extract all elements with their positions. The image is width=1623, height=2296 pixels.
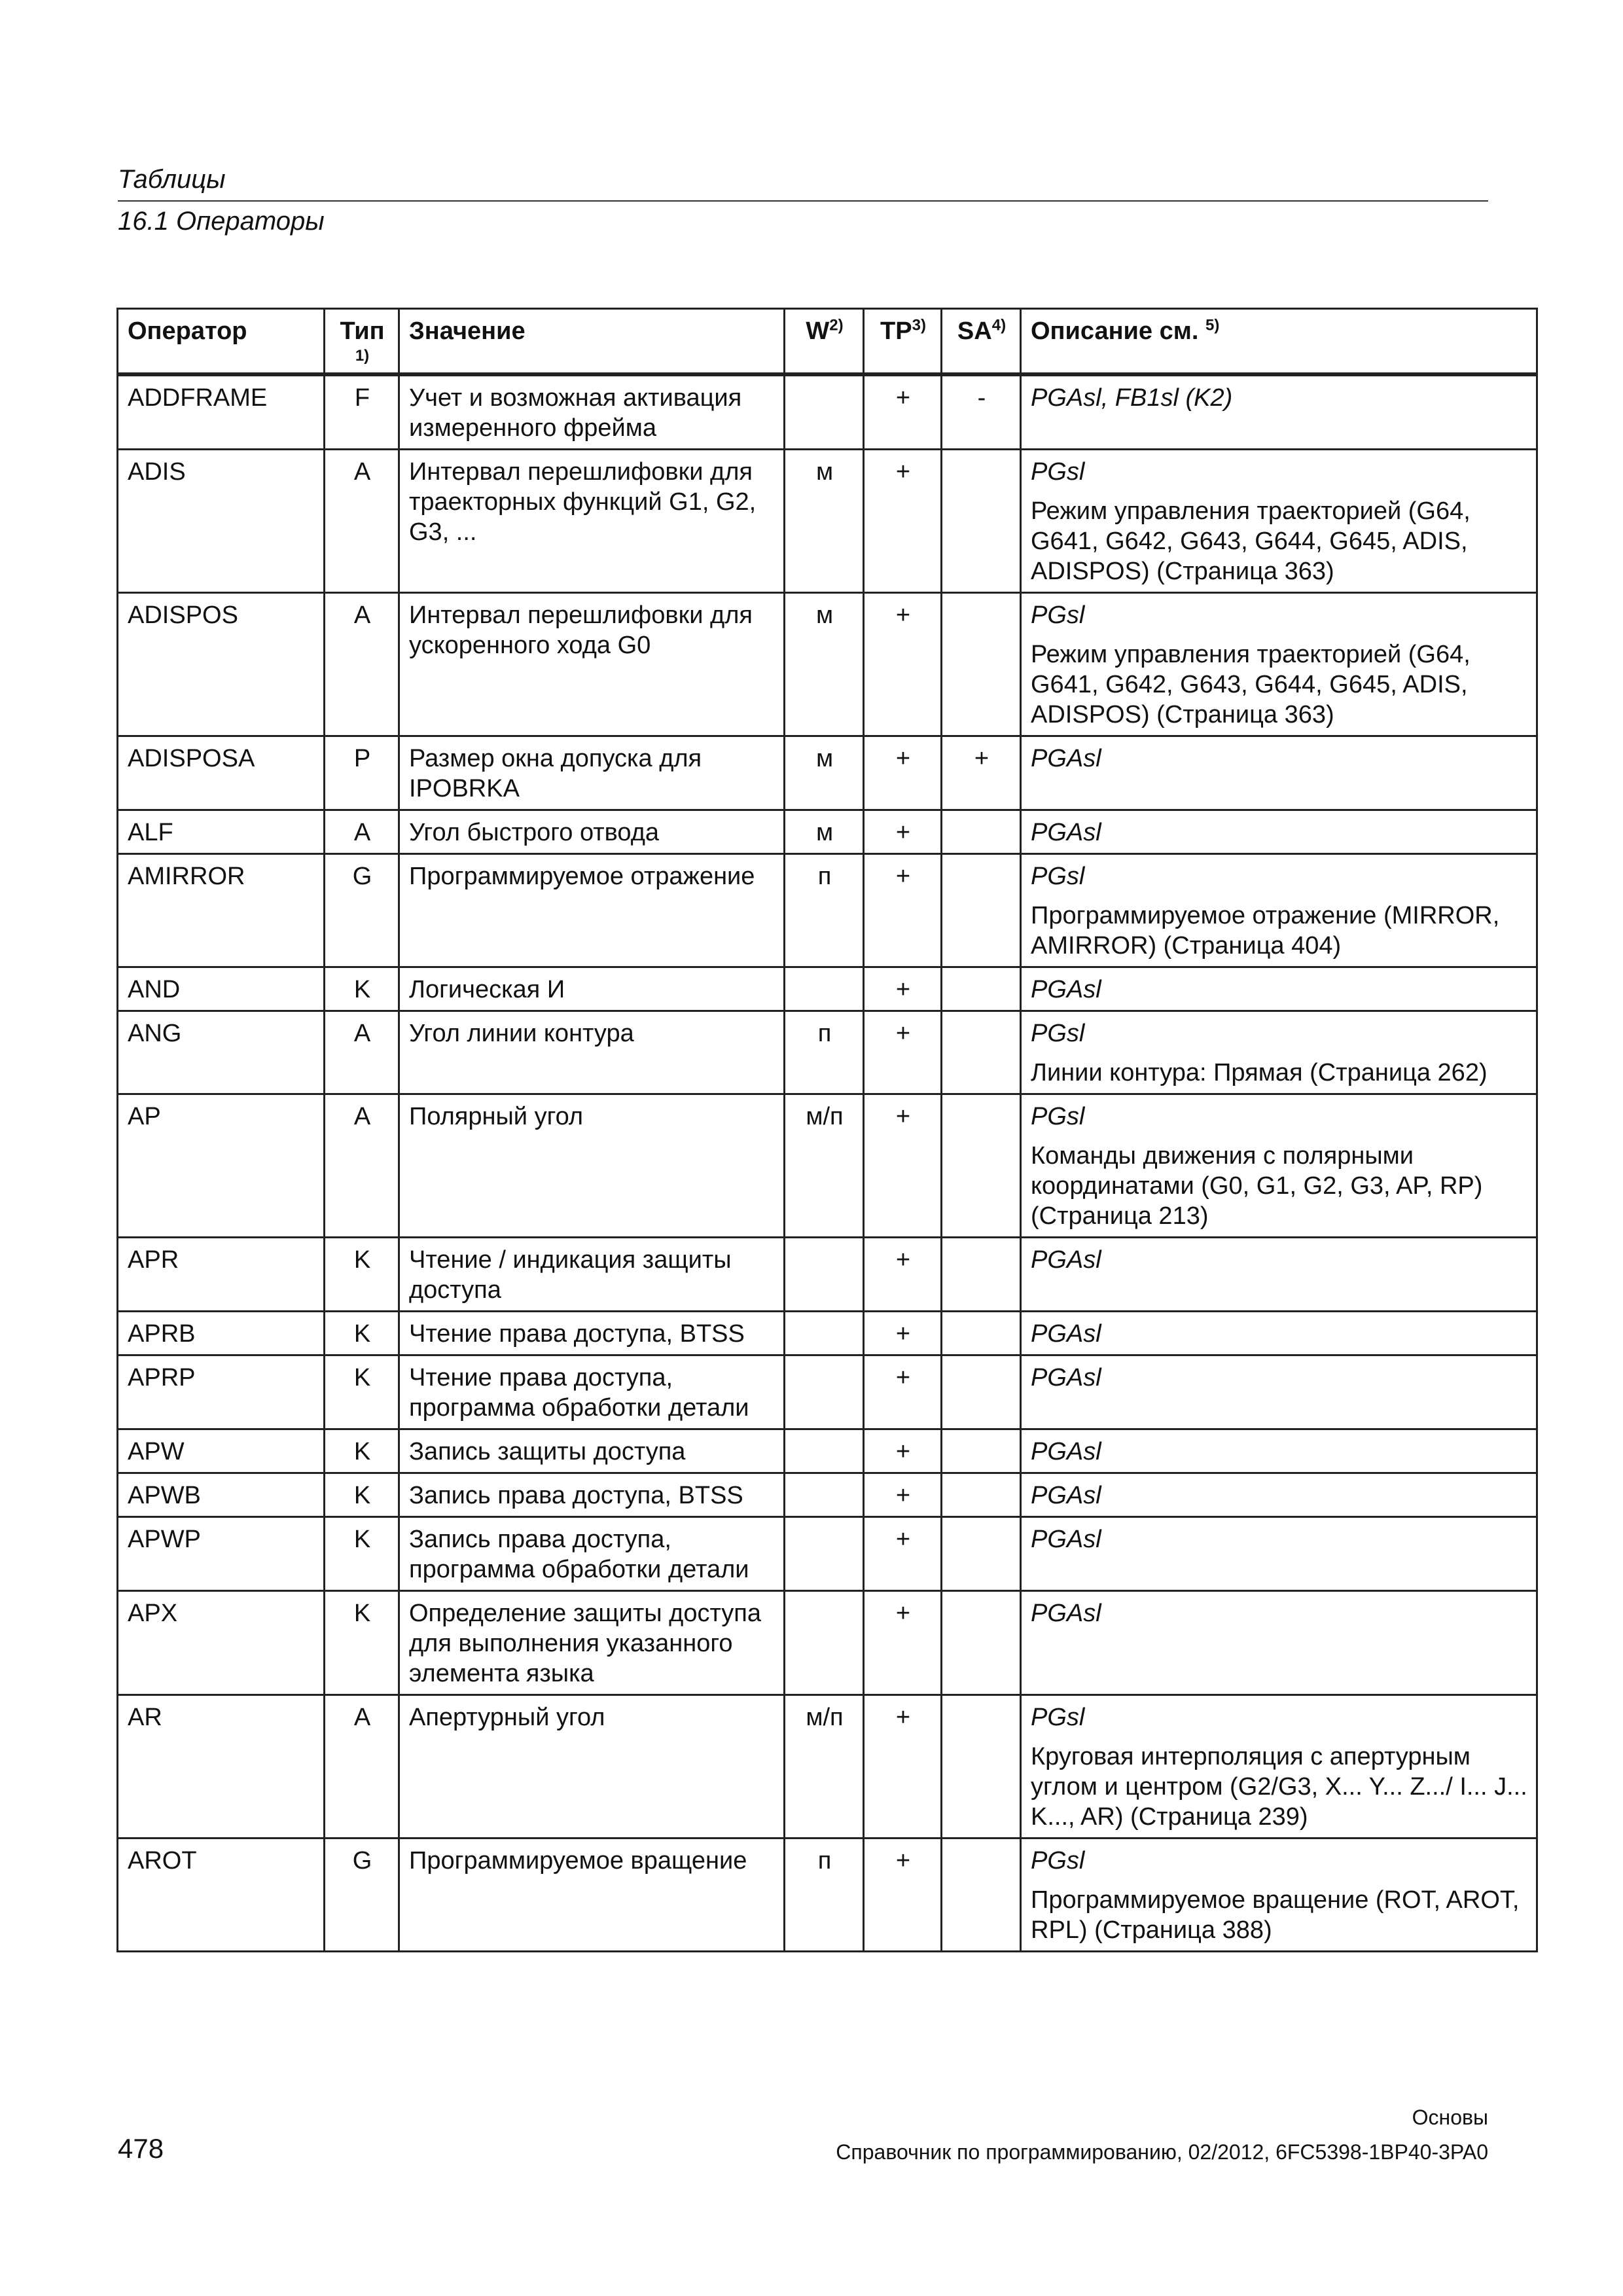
cell-operator: ALF <box>118 810 325 854</box>
table-row <box>118 593 1537 736</box>
cell-sa <box>942 1355 1021 1429</box>
table-row <box>118 1429 1537 1473</box>
table-row <box>118 1517 1537 1591</box>
table-row <box>118 374 1537 450</box>
cell-tp: + <box>864 1839 942 1952</box>
cell-type: K <box>325 1517 399 1591</box>
cell-operator: APX <box>118 1591 325 1695</box>
cell-tp: + <box>864 1429 942 1473</box>
description-source: PGAsl <box>1031 819 1101 846</box>
table-row <box>118 450 1537 593</box>
cell-tp: + <box>864 1591 942 1695</box>
cell-description <box>1021 1839 1537 1952</box>
cell-sa <box>942 854 1021 967</box>
cell-operator: APWP <box>118 1517 325 1591</box>
col-header-tp-note: 3) <box>912 316 926 334</box>
description-reference: Команды движения с полярными координатами (G0, G1, G2, G3, AP, RP) (Страница 213) <box>1031 1142 1483 1230</box>
cell-w: п <box>785 1011 864 1094</box>
cell-w <box>785 1591 864 1695</box>
cell-description <box>1021 967 1537 1011</box>
cell-meaning: Апертурный угол <box>399 1695 785 1839</box>
cell-tp: + <box>864 854 942 967</box>
description-source: PGAsl <box>1031 745 1101 772</box>
cell-tp: + <box>864 736 942 810</box>
cell-description <box>1021 1094 1537 1238</box>
cell-sa <box>942 810 1021 854</box>
cell-meaning: Полярный угол <box>399 1094 785 1238</box>
cell-w <box>785 1355 864 1429</box>
footer-doc-ref: Справочник по программированию, 02/2012, 6FC5398-1BP40-3PA0 <box>836 2140 1488 2164</box>
cell-w: м/п <box>785 1695 864 1839</box>
cell-meaning: Программируемое отражение <box>399 854 785 967</box>
description-source: PGsl <box>1031 1847 1085 1874</box>
col-header-w-note: 2) <box>829 316 844 334</box>
cell-description <box>1021 593 1537 736</box>
cell-type: K <box>325 1429 399 1473</box>
table-row <box>118 1312 1537 1355</box>
cell-description <box>1021 1238 1537 1312</box>
cell-meaning: Учет и возможная активация измеренного фрейма <box>399 374 785 450</box>
cell-type: K <box>325 1238 399 1312</box>
table-row <box>118 1473 1537 1517</box>
cell-sa <box>942 450 1021 593</box>
description-source: PGAsl <box>1031 1482 1101 1509</box>
cell-type: A <box>325 1094 399 1238</box>
cell-operator: AND <box>118 967 325 1011</box>
cell-type: P <box>325 736 399 810</box>
description-reference: Линии контура: Прямая (Страница 262) <box>1031 1059 1488 1086</box>
cell-tp: + <box>864 1238 942 1312</box>
cell-meaning: Запись права доступа, BTSS <box>399 1473 785 1517</box>
cell-type: A <box>325 1695 399 1839</box>
description-source: PGsl <box>1031 1704 1085 1731</box>
cell-sa <box>942 593 1021 736</box>
cell-description <box>1021 1591 1537 1695</box>
cell-meaning: Определение защиты доступа для выполнения указанного элемента языка <box>399 1591 785 1695</box>
cell-description <box>1021 1517 1537 1591</box>
cell-sa <box>942 1094 1021 1238</box>
table-row <box>118 1591 1537 1695</box>
description-source: PGAsl <box>1031 1320 1101 1348</box>
cell-description <box>1021 1312 1537 1355</box>
cell-w <box>785 1429 864 1473</box>
cell-operator: APRB <box>118 1312 325 1355</box>
cell-description <box>1021 736 1537 810</box>
cell-operator: AROT <box>118 1839 325 1952</box>
description-source: PGAsl <box>1031 976 1101 1003</box>
cell-type: A <box>325 810 399 854</box>
col-header-type: Тип 1) <box>325 309 399 375</box>
col-header-operator: Оператор <box>118 309 325 375</box>
cell-operator: ANG <box>118 1011 325 1094</box>
cell-meaning: Чтение права доступа, BTSS <box>399 1312 785 1355</box>
cell-sa <box>942 1695 1021 1839</box>
cell-w: п <box>785 854 864 967</box>
description-reference: Режим управления траекторией (G64, G641, G642, G643, G644, G645, ADIS, ADISPOS) (Страница 363) <box>1031 641 1471 728</box>
table-row <box>118 810 1537 854</box>
description-reference: Круговая интерполяция с апертурным углом и центром (G2/G3, X... Y... Z.../ I... J... K..., AR) (Страница 239) <box>1031 1743 1527 1831</box>
cell-operator: APR <box>118 1238 325 1312</box>
table-row <box>118 1238 1537 1312</box>
description-reference: Программируемое отражение (MIRROR, AMIRROR) (Страница 404) <box>1031 902 1500 960</box>
cell-operator: AR <box>118 1695 325 1839</box>
cell-type: A <box>325 593 399 736</box>
cell-tp: + <box>864 1695 942 1839</box>
table-row <box>118 1094 1537 1238</box>
cell-type: A <box>325 1011 399 1094</box>
cell-type: K <box>325 1355 399 1429</box>
table-header-row <box>118 309 1537 375</box>
cell-meaning: Программируемое вращение <box>399 1839 785 1952</box>
description-source: PGAsl, FB1sl (K2) <box>1031 384 1233 412</box>
cell-description <box>1021 1429 1537 1473</box>
cell-type: A <box>325 450 399 593</box>
cell-description <box>1021 374 1537 450</box>
cell-operator: AMIRROR <box>118 854 325 967</box>
table-row <box>118 1695 1537 1839</box>
col-header-type-note: 1) <box>355 347 370 365</box>
cell-description <box>1021 810 1537 854</box>
description-source: PGAsl <box>1031 1364 1101 1391</box>
description-source: PGsl <box>1031 1103 1085 1130</box>
cell-description <box>1021 450 1537 593</box>
cell-sa <box>942 1312 1021 1355</box>
section-title: Таблицы <box>118 165 226 194</box>
col-header-sa-note: 4) <box>991 316 1007 334</box>
cell-type: K <box>325 1473 399 1517</box>
col-header-w: $W^{2)}$ <box>785 309 864 375</box>
cell-type: K <box>325 967 399 1011</box>
table-row <box>118 1011 1537 1094</box>
cell-tp: + <box>864 1517 942 1591</box>
header-divider <box>118 200 1488 202</box>
description-source: PGsl <box>1031 1020 1085 1047</box>
cell-w: п <box>785 1839 864 1952</box>
table-row <box>118 967 1537 1011</box>
cell-sa <box>942 1011 1021 1094</box>
cell-w: м <box>785 450 864 593</box>
cell-sa <box>942 1591 1021 1695</box>
cell-w <box>785 1473 864 1517</box>
table-body <box>118 374 1537 1952</box>
description-reference: Режим управления траекторией (G64, G641, G642, G643, G644, G645, ADIS, ADISPOS) (Страница 363) <box>1031 497 1471 585</box>
cell-w: м <box>785 810 864 854</box>
cell-tp: + <box>864 967 942 1011</box>
cell-tp: + <box>864 810 942 854</box>
col-header-description-note: 5) <box>1205 316 1220 334</box>
cell-sa <box>942 1517 1021 1591</box>
cell-description <box>1021 1695 1537 1839</box>
cell-w <box>785 1312 864 1355</box>
col-header-tp: TP$^{3)}$ <box>864 309 942 375</box>
description-source: PGsl <box>1031 458 1085 486</box>
cell-w: м <box>785 593 864 736</box>
cell-operator: APRP <box>118 1355 325 1429</box>
cell-sa <box>942 1839 1021 1952</box>
table-row <box>118 736 1537 810</box>
description-source: PGsl <box>1031 601 1085 629</box>
cell-tp: + <box>864 1473 942 1517</box>
cell-tp: + <box>864 1355 942 1429</box>
cell-sa: - <box>942 374 1021 450</box>
description-source: PGsl <box>1031 863 1085 890</box>
cell-meaning: Интервал перешлифовки для ускоренного хода G0 <box>399 593 785 736</box>
cell-description <box>1021 854 1537 967</box>
cell-w <box>785 374 864 450</box>
cell-w: м/п <box>785 1094 864 1238</box>
cell-w <box>785 967 864 1011</box>
cell-meaning: Чтение права доступа, программа обработки детали <box>399 1355 785 1429</box>
cell-tp: + <box>864 593 942 736</box>
cell-w <box>785 1517 864 1591</box>
operators-table <box>116 308 1538 1952</box>
table-row <box>118 854 1537 967</box>
cell-type: G <box>325 854 399 967</box>
page-number: 478 <box>118 2133 164 2164</box>
cell-tp: + <box>864 374 942 450</box>
cell-description <box>1021 1473 1537 1517</box>
table-row <box>118 1355 1537 1429</box>
cell-tp: + <box>864 1011 942 1094</box>
footer-doc-title: Основы <box>1412 2106 1488 2129</box>
cell-sa <box>942 967 1021 1011</box>
cell-type: K <box>325 1312 399 1355</box>
cell-meaning: Угол быстрого отвода <box>399 810 785 854</box>
cell-operator: ADISPOS <box>118 593 325 736</box>
description-source: PGAsl <box>1031 1246 1101 1274</box>
cell-meaning: Размер окна допуска для IPOBRKA <box>399 736 785 810</box>
col-header-description: Описание см. $^{5)}$ <box>1021 309 1537 375</box>
cell-operator: ADDFRAME <box>118 374 325 450</box>
description-source: PGAsl <box>1031 1600 1101 1627</box>
cell-meaning: Интервал перешлифовки для траекторных функций G1, G2, G3, ... <box>399 450 785 593</box>
cell-meaning: Логическая И <box>399 967 785 1011</box>
cell-operator: ADIS <box>118 450 325 593</box>
cell-sa <box>942 1238 1021 1312</box>
cell-type: F <box>325 374 399 450</box>
col-header-meaning: Значение <box>399 309 785 375</box>
cell-w <box>785 1238 864 1312</box>
description-reference: Программируемое вращение (ROT, AROT, RPL) (Страница 388) <box>1031 1886 1520 1944</box>
cell-type: K <box>325 1591 399 1695</box>
cell-tp: + <box>864 1312 942 1355</box>
cell-operator: APWB <box>118 1473 325 1517</box>
cell-operator: APW <box>118 1429 325 1473</box>
description-source: PGAsl <box>1031 1526 1101 1553</box>
col-header-sa: SA$^{4)}$ <box>942 309 1021 375</box>
cell-operator: AP <box>118 1094 325 1238</box>
cell-meaning: Угол линии контура <box>399 1011 785 1094</box>
cell-meaning: Запись права доступа, программа обработки детали <box>399 1517 785 1591</box>
cell-sa <box>942 1473 1021 1517</box>
cell-meaning: Запись защиты доступа <box>399 1429 785 1473</box>
cell-w: м <box>785 736 864 810</box>
cell-operator: ADISPOSA <box>118 736 325 810</box>
cell-meaning: Чтение / индикация защиты доступа <box>399 1238 785 1312</box>
subsection-title: 16.1 Операторы <box>118 207 325 236</box>
cell-tp: + <box>864 450 942 593</box>
table-row <box>118 1839 1537 1952</box>
cell-sa: + <box>942 736 1021 810</box>
cell-description <box>1021 1355 1537 1429</box>
cell-sa <box>942 1429 1021 1473</box>
cell-type: G <box>325 1839 399 1952</box>
cell-description <box>1021 1011 1537 1094</box>
description-source: PGAsl <box>1031 1438 1101 1465</box>
cell-tp: + <box>864 1094 942 1238</box>
